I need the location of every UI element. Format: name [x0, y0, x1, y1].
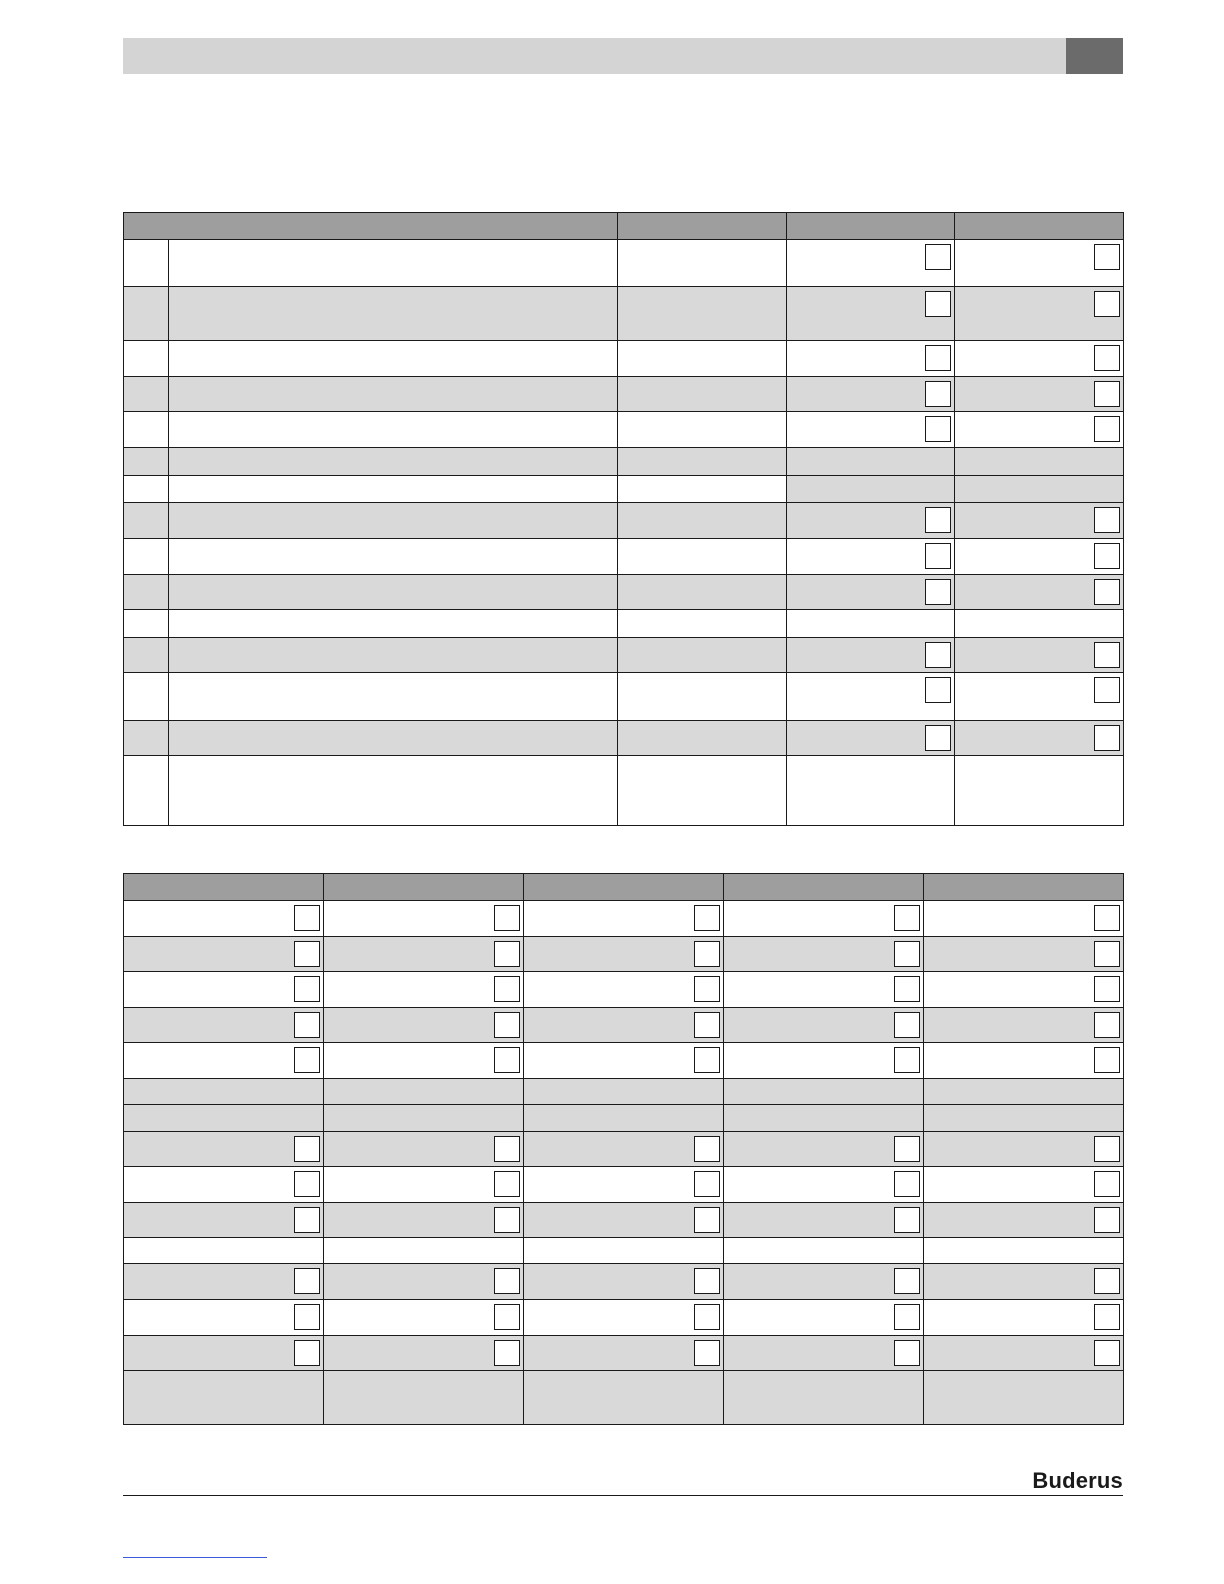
table-row: [124, 901, 1124, 937]
value-cell: [618, 377, 787, 412]
record-cell: [924, 1008, 1124, 1043]
checkbox[interactable]: [294, 976, 320, 1002]
record-cell: [524, 972, 724, 1008]
checkbox[interactable]: [1094, 416, 1120, 442]
record-cell: [924, 937, 1124, 972]
checkbox[interactable]: [1094, 941, 1120, 967]
check-cell-2: [955, 721, 1124, 756]
checkbox[interactable]: [894, 905, 920, 931]
checkbox[interactable]: [694, 1047, 720, 1073]
record-cell: [924, 972, 1124, 1008]
checkbox[interactable]: [494, 976, 520, 1002]
record-cell: [924, 1336, 1124, 1371]
check-cell-2: [955, 539, 1124, 575]
header-chapter-tab: [1066, 38, 1123, 74]
checkbox[interactable]: [1094, 905, 1120, 931]
checkbox[interactable]: [1094, 1268, 1120, 1294]
checkbox[interactable]: [894, 1136, 920, 1162]
checkbox[interactable]: [894, 976, 920, 1002]
checkbox[interactable]: [894, 1268, 920, 1294]
record-cell: [924, 1300, 1124, 1336]
checkbox[interactable]: [925, 543, 951, 569]
footer-link[interactable]: [123, 1557, 267, 1558]
table-row: [124, 1105, 1124, 1132]
table-row: [124, 1132, 1124, 1167]
checkbox[interactable]: [925, 381, 951, 407]
step-description-cell: [169, 721, 618, 756]
header-cell: [618, 213, 787, 240]
check-cell-1: [787, 673, 955, 721]
checkbox[interactable]: [925, 507, 951, 533]
check-cell-1: [787, 721, 955, 756]
record-cell: [124, 1167, 324, 1203]
step-description-cell: [169, 240, 618, 287]
header-cell-step: [124, 213, 618, 240]
checkbox[interactable]: [894, 941, 920, 967]
checkbox[interactable]: [925, 244, 951, 270]
record-cell: [324, 901, 524, 937]
record-cell: [524, 1371, 724, 1425]
checkbox[interactable]: [925, 416, 951, 442]
checkbox[interactable]: [294, 1268, 320, 1294]
record-cell: [724, 1008, 924, 1043]
checkbox[interactable]: [494, 1012, 520, 1038]
record-cell: [524, 1167, 724, 1203]
checkbox[interactable]: [1094, 345, 1120, 371]
check-cell-2: [955, 638, 1124, 673]
record-cell: [324, 1264, 524, 1300]
value-cell: [618, 287, 787, 341]
table-row: [124, 539, 1124, 575]
record-cell: [324, 1105, 524, 1132]
checkbox[interactable]: [925, 579, 951, 605]
checkbox[interactable]: [925, 291, 951, 317]
footer-rule: [123, 1495, 1123, 1496]
table-header-row: [124, 213, 1124, 240]
row-number-cell: [124, 476, 169, 503]
checkbox[interactable]: [294, 941, 320, 967]
step-description-cell: [169, 638, 618, 673]
checkbox[interactable]: [694, 1340, 720, 1366]
check-cell-2: [955, 756, 1124, 826]
checkbox[interactable]: [694, 1304, 720, 1330]
check-cell-2: [955, 476, 1124, 503]
checkbox[interactable]: [294, 1047, 320, 1073]
record-cell: [924, 901, 1124, 937]
table-row: [124, 412, 1124, 448]
table-row: [124, 1238, 1124, 1264]
record-cell: [324, 972, 524, 1008]
record-cell: [724, 1043, 924, 1079]
checkbox[interactable]: [894, 1047, 920, 1073]
checkbox[interactable]: [294, 1136, 320, 1162]
value-cell: [618, 476, 787, 503]
record-cell: [124, 1043, 324, 1079]
checkbox[interactable]: [1094, 1304, 1120, 1330]
checkbox[interactable]: [494, 1171, 520, 1197]
record-cell: [924, 1105, 1124, 1132]
table-row: [124, 756, 1124, 826]
row-number-cell: [124, 287, 169, 341]
checkbox[interactable]: [694, 1171, 720, 1197]
record-cell: [724, 1300, 924, 1336]
row-number-cell: [124, 448, 169, 476]
value-cell: [618, 721, 787, 756]
checkbox[interactable]: [294, 1304, 320, 1330]
table-row: [124, 377, 1124, 412]
table-row: [124, 937, 1124, 972]
record-cell: [924, 1132, 1124, 1167]
checkbox[interactable]: [1094, 1207, 1120, 1233]
table-row: [124, 1043, 1124, 1079]
step-description-cell: [169, 610, 618, 638]
table-row: [124, 1079, 1124, 1105]
record-cell: [124, 1008, 324, 1043]
record-cell: [724, 1264, 924, 1300]
record-cell: [124, 1336, 324, 1371]
record-cell: [524, 1043, 724, 1079]
check-cell-2: [955, 341, 1124, 377]
checkbox[interactable]: [894, 1171, 920, 1197]
step-description-cell: [169, 377, 618, 412]
step-description-cell: [169, 341, 618, 377]
record-cell: [324, 1079, 524, 1105]
value-cell: [618, 503, 787, 539]
value-cell: [618, 673, 787, 721]
record-cell: [724, 1238, 924, 1264]
record-cell: [524, 1300, 724, 1336]
record-cell: [924, 1043, 1124, 1079]
record-cell: [324, 937, 524, 972]
header-bar: [123, 38, 1066, 74]
checkbox[interactable]: [1094, 507, 1120, 533]
check-cell-2: [955, 610, 1124, 638]
step-description-cell: [169, 476, 618, 503]
record-cell: [324, 1238, 524, 1264]
header-cell: [787, 213, 955, 240]
table-row: [124, 1167, 1124, 1203]
checkbox[interactable]: [894, 1207, 920, 1233]
record-cell: [324, 1300, 524, 1336]
record-cell: [124, 937, 324, 972]
check-cell-2: [955, 240, 1124, 287]
record-cell: [124, 972, 324, 1008]
checkbox[interactable]: [1094, 1047, 1120, 1073]
check-cell-1: [787, 539, 955, 575]
table-row: [124, 610, 1124, 638]
checkbox[interactable]: [1094, 1136, 1120, 1162]
value-cell: [618, 756, 787, 826]
value-cell: [618, 539, 787, 575]
checkbox[interactable]: [1094, 1171, 1120, 1197]
record-cell: [924, 1238, 1124, 1264]
check-cell-2: [955, 287, 1124, 341]
checkbox[interactable]: [1094, 543, 1120, 569]
checkbox[interactable]: [494, 1207, 520, 1233]
record-cell: [924, 1167, 1124, 1203]
table-row: [124, 1371, 1124, 1425]
record-cell: [724, 1371, 924, 1425]
checkbox[interactable]: [925, 345, 951, 371]
record-cell: [724, 972, 924, 1008]
record-cell: [524, 1132, 724, 1167]
check-cell-2: [955, 503, 1124, 539]
record-cell: [524, 1264, 724, 1300]
checkbox[interactable]: [694, 1207, 720, 1233]
header-cell: [724, 874, 924, 901]
header-cell: [524, 874, 724, 901]
table-row: [124, 1203, 1124, 1238]
record-cell: [124, 901, 324, 937]
check-cell-1: [787, 638, 955, 673]
record-cell: [524, 1336, 724, 1371]
row-number-cell: [124, 341, 169, 377]
record-cell: [524, 901, 724, 937]
record-cell: [324, 1371, 524, 1425]
record-cell: [724, 1105, 924, 1132]
value-cell: [618, 610, 787, 638]
buderus-logo: Buderus: [1032, 1468, 1123, 1493]
check-cell-2: [955, 575, 1124, 610]
checkbox[interactable]: [694, 1012, 720, 1038]
checkbox[interactable]: [494, 1340, 520, 1366]
check-cell-1: [787, 341, 955, 377]
record-cell: [724, 901, 924, 937]
table-row: [124, 721, 1124, 756]
checkbox[interactable]: [294, 1207, 320, 1233]
table-row: [124, 503, 1124, 539]
checkbox[interactable]: [694, 976, 720, 1002]
checkbox[interactable]: [894, 1340, 920, 1366]
check-cell-1: [787, 575, 955, 610]
check-cell-1: [787, 756, 955, 826]
inspection-checklist-table: [123, 212, 1124, 826]
record-cell: [124, 1264, 324, 1300]
value-cell: [618, 638, 787, 673]
row-number-cell: [124, 575, 169, 610]
record-cell: [124, 1079, 324, 1105]
table-row: [124, 638, 1124, 673]
step-description-cell: [169, 673, 618, 721]
checkbox[interactable]: [1094, 1012, 1120, 1038]
checkbox[interactable]: [1094, 1340, 1120, 1366]
record-cell: [324, 1008, 524, 1043]
row-number-cell: [124, 412, 169, 448]
record-cell: [524, 1105, 724, 1132]
check-cell-1: [787, 610, 955, 638]
table-row: [124, 1336, 1124, 1371]
value-cell: [618, 240, 787, 287]
record-cell: [724, 1167, 924, 1203]
checkbox[interactable]: [1094, 244, 1120, 270]
record-cell: [524, 1008, 724, 1043]
header-cell: [924, 874, 1124, 901]
record-cell: [524, 1079, 724, 1105]
record-cell: [924, 1203, 1124, 1238]
maintenance-record-table: [123, 873, 1124, 1425]
check-cell-1: [787, 503, 955, 539]
checkbox[interactable]: [694, 905, 720, 931]
record-cell: [124, 1238, 324, 1264]
record-cell: [124, 1132, 324, 1167]
record-cell: [524, 937, 724, 972]
record-cell: [124, 1105, 324, 1132]
row-number-cell: [124, 377, 169, 412]
value-cell: [618, 448, 787, 476]
table-row: [124, 476, 1124, 503]
step-description-cell: [169, 756, 618, 826]
step-description-cell: [169, 575, 618, 610]
row-number-cell: [124, 638, 169, 673]
record-cell: [924, 1371, 1124, 1425]
checkbox[interactable]: [494, 1268, 520, 1294]
record-cell: [724, 937, 924, 972]
check-cell-2: [955, 448, 1124, 476]
check-cell-2: [955, 412, 1124, 448]
record-cell: [124, 1203, 324, 1238]
checkbox[interactable]: [694, 941, 720, 967]
checkbox[interactable]: [694, 1268, 720, 1294]
checkbox[interactable]: [494, 1047, 520, 1073]
table-row: [124, 972, 1124, 1008]
step-description-cell: [169, 287, 618, 341]
record-cell: [924, 1079, 1124, 1105]
step-description-cell: [169, 412, 618, 448]
checkbox[interactable]: [294, 1171, 320, 1197]
record-cell: [324, 1132, 524, 1167]
checkbox[interactable]: [1094, 677, 1120, 703]
value-cell: [618, 575, 787, 610]
table-row: [124, 1300, 1124, 1336]
table-row: [124, 341, 1124, 377]
table-row: [124, 287, 1124, 341]
record-cell: [924, 1264, 1124, 1300]
record-cell: [724, 1336, 924, 1371]
table-row: [124, 575, 1124, 610]
record-cell: [724, 1079, 924, 1105]
record-cell: [324, 1336, 524, 1371]
checkbox[interactable]: [494, 905, 520, 931]
header-cell: [124, 874, 324, 901]
table-row: [124, 673, 1124, 721]
checkbox[interactable]: [1094, 642, 1120, 668]
step-description-cell: [169, 539, 618, 575]
row-number-cell: [124, 503, 169, 539]
row-number-cell: [124, 240, 169, 287]
row-number-cell: [124, 721, 169, 756]
check-cell-1: [787, 448, 955, 476]
step-description-cell: [169, 448, 618, 476]
row-number-cell: [124, 610, 169, 638]
header-cell: [324, 874, 524, 901]
checkbox[interactable]: [925, 677, 951, 703]
checkbox[interactable]: [1094, 579, 1120, 605]
checkbox[interactable]: [1094, 976, 1120, 1002]
checkbox[interactable]: [294, 1012, 320, 1038]
checkbox[interactable]: [1094, 381, 1120, 407]
check-cell-1: [787, 476, 955, 503]
checkbox[interactable]: [894, 1012, 920, 1038]
value-cell: [618, 341, 787, 377]
checkbox[interactable]: [494, 941, 520, 967]
record-cell: [724, 1203, 924, 1238]
checkbox[interactable]: [294, 905, 320, 931]
record-cell: [724, 1132, 924, 1167]
checkbox[interactable]: [1094, 725, 1120, 751]
check-cell-1: [787, 240, 955, 287]
row-number-cell: [124, 673, 169, 721]
checkbox[interactable]: [925, 642, 951, 668]
row-number-cell: [124, 539, 169, 575]
checkbox[interactable]: [494, 1304, 520, 1330]
record-cell: [324, 1167, 524, 1203]
row-number-cell: [124, 756, 169, 826]
check-cell-2: [955, 377, 1124, 412]
check-cell-1: [787, 287, 955, 341]
checkbox[interactable]: [494, 1136, 520, 1162]
table-row: [124, 240, 1124, 287]
value-cell: [618, 412, 787, 448]
checkbox[interactable]: [1094, 291, 1120, 317]
table-row: [124, 1264, 1124, 1300]
record-cell: [324, 1043, 524, 1079]
record-cell: [124, 1371, 324, 1425]
table-header-row: [124, 874, 1124, 901]
record-cell: [524, 1238, 724, 1264]
check-cell-1: [787, 377, 955, 412]
checkbox[interactable]: [894, 1304, 920, 1330]
check-cell-2: [955, 673, 1124, 721]
step-description-cell: [169, 503, 618, 539]
table-row: [124, 1008, 1124, 1043]
record-cell: [324, 1203, 524, 1238]
table-row: [124, 448, 1124, 476]
header-cell: [955, 213, 1124, 240]
checkbox[interactable]: [694, 1136, 720, 1162]
checkbox[interactable]: [294, 1340, 320, 1366]
check-cell-1: [787, 412, 955, 448]
checkbox[interactable]: [925, 725, 951, 751]
record-cell: [124, 1300, 324, 1336]
record-cell: [524, 1203, 724, 1238]
